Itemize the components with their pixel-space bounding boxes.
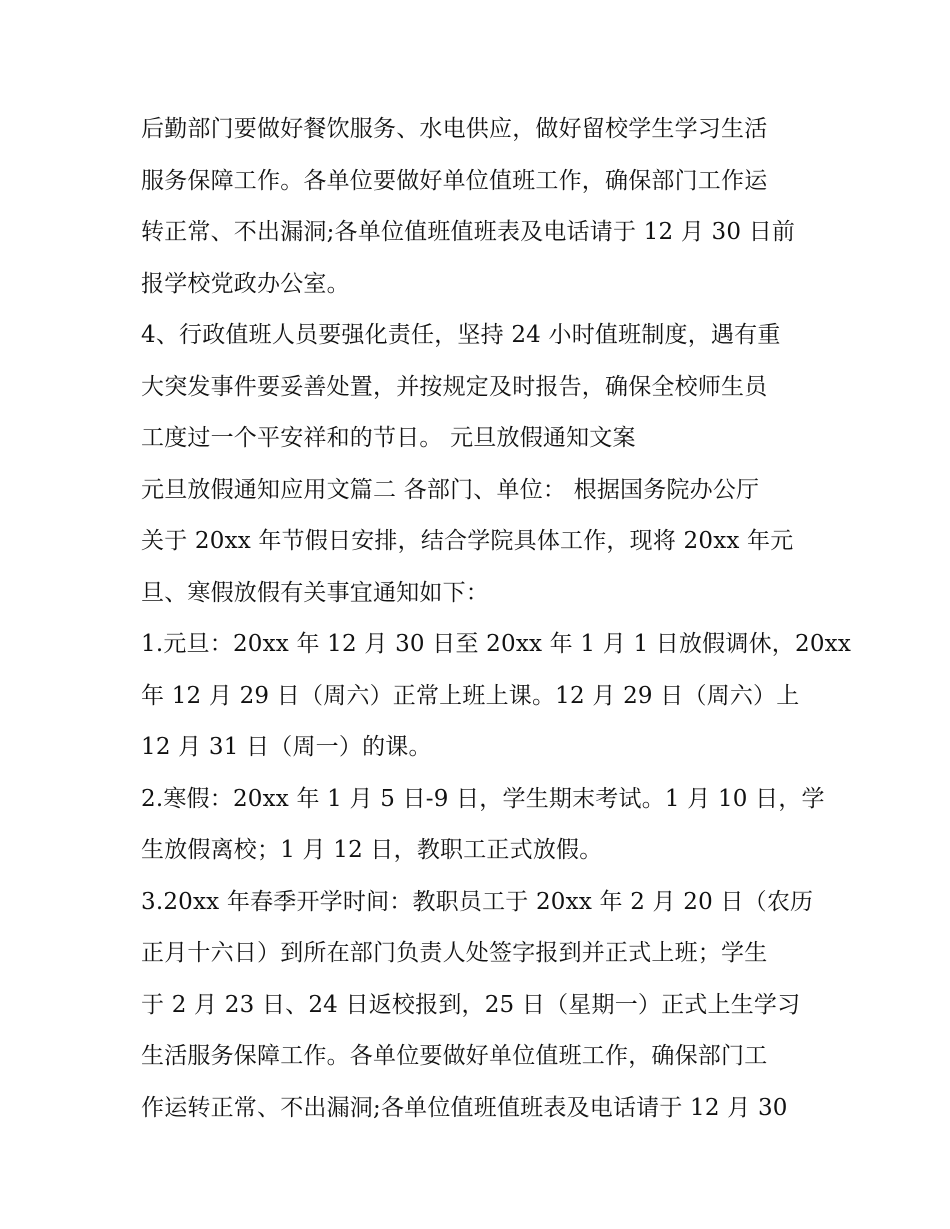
text-line: 2.寒假：20xx 年 1 月 5 日-9 日，学生期末考试。1 月 10 日，学 xyxy=(141,785,825,812)
text-line: 1.元旦：20xx 年 12 月 30 日至 20xx 年 1 月 1 日放假调休，20xx xyxy=(141,631,851,657)
text-line: 后勤部门要做好餐饮服务、水电供应，做好留校学生学习生活 xyxy=(141,116,768,142)
text-line: 关于 20xx 年节假日安排，结合学院具体工作，现将 20xx 年元 xyxy=(141,528,794,554)
text-line: 转正常、不出漏洞;各单位值班值班表及电话请于 12 月 30 日前 xyxy=(141,219,796,245)
text-line: 报学校党政办公室。 xyxy=(141,270,350,297)
text-line: 作运转正常、不出漏洞;各单位值班值班表及电话请于 12 月 30 xyxy=(141,1094,788,1121)
text-line: 旦、寒假放假有关事宜通知如下： xyxy=(141,579,489,606)
text-line: 生放假离校；1 月 12 日，教职工正式放假。 xyxy=(141,837,603,863)
text-line: 元旦放假通知应用文篇二 各部门、单位： 根据国务院办公厅 xyxy=(141,476,760,503)
document-body xyxy=(141,104,851,1134)
text-line: 12 月 31 日（周一）的课。 xyxy=(141,734,432,760)
text-line: 3.20xx 年春季开学时间：教职员工于 20xx 年 2 月 20 日（农历 xyxy=(141,888,814,915)
text-line: 工度过一个平安祥和的节日。 元旦放假通知文案 xyxy=(141,425,636,451)
text-line: 服务保障工作。各单位要做好单位值班工作，确保部门工作运 xyxy=(141,167,768,194)
text-line: 生活服务保障工作。各单位要做好单位值班工作，确保部门工 xyxy=(141,1043,768,1069)
text-line: 年 12 月 29 日（周六）正常上班上课。12 月 29 日（周六）上 xyxy=(141,682,800,709)
text-line: 大突发事件要妥善处置，并按规定及时报告，确保全校师生员 xyxy=(141,373,768,400)
text-line: 正月十六日）到所在部门负责人处签字报到并正式上班；学生 xyxy=(141,940,768,966)
text-line: 4、行政值班人员要强化责任，坚持 24 小时值班制度，遇有重 xyxy=(141,322,781,348)
text-line: 于 2 月 23 日、24 日返校报到，25 日（星期一）正式上生学习 xyxy=(141,991,801,1018)
